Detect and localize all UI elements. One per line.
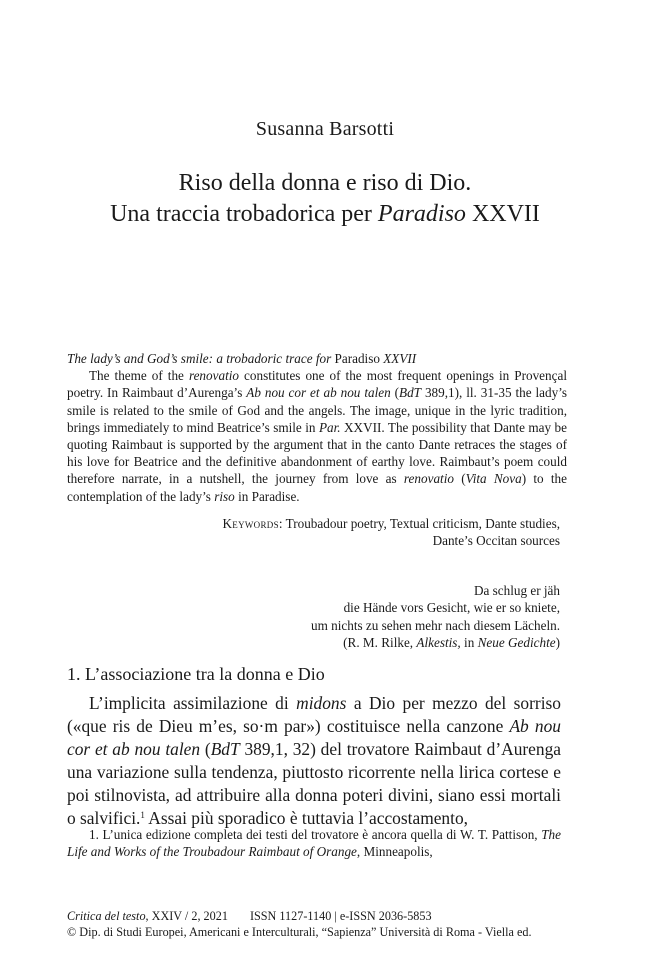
abstract [67,350,567,505]
footer-line-2: © Dip. di Studi Europei, Americani e Interculturali, “Sapienza” Università di Roma - Viella ed. [67,925,532,940]
footnote [67,826,561,861]
keywords-label: Keywords [222,516,279,531]
article-title [0,168,650,230]
abstract-title-roman: Paradiso [331,351,384,366]
abstract-title-italic-2: XXVII [383,351,417,366]
keywords [200,515,560,549]
epigraph-line: Da schlug er jäh [473,583,560,598]
footnote-text: 1. L’unica edizione completa dei testi del trovatore è ancora quella di W. T. Pattison, The Life and Works of the Troubadour Raimbaut of Orange, Minneapolis, [67,827,561,860]
title-line-2 [0,199,650,230]
issn: ISSN 1127-1140 | e-ISSN 2036-5853 [249,909,432,923]
abstract-title [67,350,567,367]
epigraph [160,582,560,652]
epigraph-line: um nichts zu sehen mehr nach diesem Lächeln. [310,617,560,633]
keywords-line-2: Dante’s Occitan sources [432,533,560,549]
title-line-2-italic: Paradiso [377,201,466,227]
journal-name: Critica del testo [67,909,146,923]
section-heading: 1. L’associazione tra la donna e Dio [67,664,325,684]
title-line-2-text: Una traccia trobadorica per [110,201,378,227]
footnote-ref[interactable]: 1 [140,810,145,820]
footer-line-1 [67,908,567,924]
abstract-paragraph: The theme of the renovatio constitutes one of the most frequent openings in Provençal poetry. In Raimbaut d’Aurenga’s Ab nou cor et ab nou talen (BdT 389,1), ll. 31-35 the lady’s smile is related to the smile of God and the angels. The image, unique in the lyric tradition, brings immediately to mind Beatrice’s smile in Par. XXVII. The possibility that Dante may be quoting Raimbaut is supported by the argument that in the canto Dante retraces the stages of his love for Beatrice and the definitive abandonment of earthy love. Raimbaut’s poem could therefore narrate, in a nutshell, the journey from love as renovatio (Vita Nova) to the contemplation of the lady’s riso in Paradise. [67,368,567,504]
body-paragraph: L’implicita assimilazione di midons a Dio per mezzo del sorriso («que ris de Dieu m’es, so·m par») costituisce nella canzone Ab nou cor et ab nou talen (BdT 389,1, 32) del trovatore Raimbaut d’Aurenga una variazione sulla tendenza, piuttosto ricorrente nella lirica cortese e poi stilnovista, ad attribuire alla donna poteri divini, siano essi mortali o salvifici.$^1$ Assai più sporadico è tuttavia l’accostamento, [67,693,562,828]
journal-issue: , XXIV / 2, 2021 [145,909,228,923]
epigraph-attribution: (R. M. Rilke, Alkestis, in Neue Gedichte) [343,635,560,651]
keywords-text: : Troubadour poetry, Textual criticism, Dante studies, [278,516,560,531]
abstract-title-italic: The lady’s and God’s smile: a trobadoric trace for [67,351,332,366]
title-line-2-suffix: XXVII [465,201,540,227]
title-line-1: Riso della donna e riso di Dio. [178,170,472,196]
body-text [67,692,561,830]
page-footer [67,908,567,941]
keywords-line-1 [200,515,560,532]
epigraph-line: die Hände vors Gesicht, wie er so kniete, [343,600,560,616]
author-name: Susanna Barsotti [255,118,395,140]
